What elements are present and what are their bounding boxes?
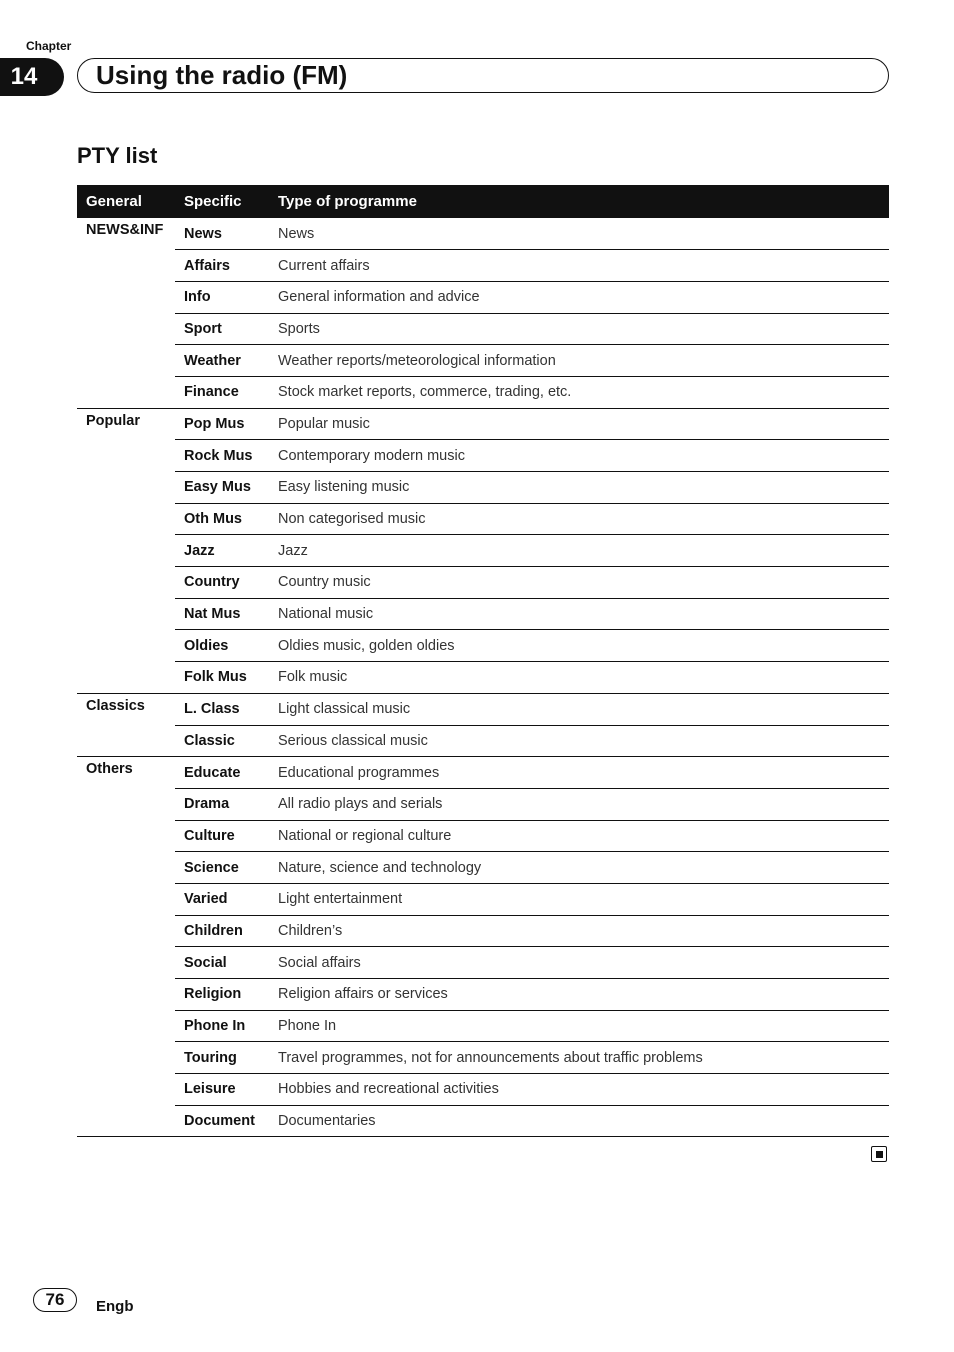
table-row <box>77 725 889 757</box>
programme-type-cell: Country music <box>269 567 889 599</box>
programme-type-cell: Children’s <box>269 915 889 947</box>
specific-type-cell: Religion <box>175 979 269 1011</box>
programme-type-cell: Stock market reports, commerce, trading, etc. <box>269 376 889 408</box>
programme-type-cell: Educational programmes <box>269 757 889 789</box>
specific-type-cell: Pop Mus <box>175 408 269 440</box>
programme-type-cell: Social affairs <box>269 947 889 979</box>
programme-type-cell: Serious classical music <box>269 725 889 757</box>
table-row <box>77 598 889 630</box>
programme-type-cell: Non categorised music <box>269 503 889 535</box>
programme-type-cell: General information and advice <box>269 281 889 313</box>
table-row <box>77 788 889 820</box>
table-row <box>77 218 889 250</box>
programme-type-cell: Popular music <box>269 408 889 440</box>
specific-type-cell: Folk Mus <box>175 662 269 694</box>
programme-type-cell: News <box>269 218 889 250</box>
programme-type-cell: Light entertainment <box>269 883 889 915</box>
specific-type-cell: News <box>175 218 269 250</box>
programme-type-cell: Current affairs <box>269 250 889 282</box>
programme-type-cell: Weather reports/meteorological information <box>269 345 889 377</box>
column-header-general: General <box>77 185 175 218</box>
specific-type-cell: Educate <box>175 757 269 789</box>
table-row <box>77 408 889 440</box>
pty-table <box>77 185 889 1137</box>
table-row <box>77 472 889 504</box>
specific-type-cell: Weather <box>175 345 269 377</box>
specific-type-cell: Oth Mus <box>175 503 269 535</box>
programme-type-cell: Nature, science and technology <box>269 852 889 884</box>
programme-type-cell: Contemporary modern music <box>269 440 889 472</box>
programme-type-cell: Religion affairs or services <box>269 979 889 1011</box>
specific-type-cell: Culture <box>175 820 269 852</box>
specific-type-cell: Easy Mus <box>175 472 269 504</box>
programme-type-cell: Light classical music <box>269 693 889 725</box>
general-category-cell: Others <box>77 757 175 1137</box>
table-row <box>77 535 889 567</box>
table-header <box>77 185 889 218</box>
programme-type-cell: Travel programmes, not for announcements about traffic problems <box>269 1042 889 1074</box>
specific-type-cell: Classic <box>175 725 269 757</box>
table-row <box>77 662 889 694</box>
specific-type-cell: Finance <box>175 376 269 408</box>
programme-type-cell: Folk music <box>269 662 889 694</box>
column-header-type: Type of programme <box>269 185 889 218</box>
table-row <box>77 313 889 345</box>
table-row <box>77 915 889 947</box>
section-title: PTY list <box>77 143 158 168</box>
table-row <box>77 503 889 535</box>
programme-type-cell: Easy listening music <box>269 472 889 504</box>
general-category-cell: Popular <box>77 408 175 693</box>
specific-type-cell: Sport <box>175 313 269 345</box>
specific-type-cell: Science <box>175 852 269 884</box>
programme-type-cell: Documentaries <box>269 1105 889 1137</box>
specific-type-cell: Social <box>175 947 269 979</box>
table-row <box>77 757 889 789</box>
chapter-label: Chapter <box>26 39 72 53</box>
table-row <box>77 345 889 377</box>
specific-type-cell: Leisure <box>175 1074 269 1106</box>
specific-type-cell: Oldies <box>175 630 269 662</box>
programme-type-cell: Oldies music, golden oldies <box>269 630 889 662</box>
general-category-cell: NEWS&INF <box>77 218 175 408</box>
table-row <box>77 567 889 599</box>
table-row <box>77 947 889 979</box>
programme-type-cell: All radio plays and serials <box>269 788 889 820</box>
table-row <box>77 693 889 725</box>
chapter-title: Using the radio (FM) <box>77 58 889 93</box>
specific-type-cell: Affairs <box>175 250 269 282</box>
table-body <box>77 218 889 1137</box>
specific-type-cell: Nat Mus <box>175 598 269 630</box>
programme-type-cell: National music <box>269 598 889 630</box>
table-row <box>77 852 889 884</box>
programme-type-cell: National or regional culture <box>269 820 889 852</box>
programme-type-cell: Phone In <box>269 1010 889 1042</box>
specific-type-cell: Children <box>175 915 269 947</box>
table-row <box>77 1010 889 1042</box>
table-row <box>77 883 889 915</box>
specific-type-cell: Varied <box>175 883 269 915</box>
specific-type-cell: L. Class <box>175 693 269 725</box>
general-category-cell: Classics <box>77 693 175 756</box>
specific-type-cell: Info <box>175 281 269 313</box>
specific-type-cell: Country <box>175 567 269 599</box>
table-row <box>77 1074 889 1106</box>
table-row <box>77 440 889 472</box>
table-row <box>77 250 889 282</box>
specific-type-cell: Jazz <box>175 535 269 567</box>
table-row <box>77 630 889 662</box>
specific-type-cell: Phone In <box>175 1010 269 1042</box>
programme-type-cell: Sports <box>269 313 889 345</box>
table-row <box>77 1042 889 1074</box>
programme-type-cell: Hobbies and recreational activities <box>269 1074 889 1106</box>
table-row <box>77 820 889 852</box>
column-header-specific: Specific <box>175 185 269 218</box>
language-code: Engb <box>96 1298 134 1315</box>
table-row <box>77 979 889 1011</box>
programme-type-cell: Jazz <box>269 535 889 567</box>
table-row <box>77 281 889 313</box>
specific-type-cell: Rock Mus <box>175 440 269 472</box>
page-number: 76 <box>33 1288 77 1312</box>
table-row <box>77 376 889 408</box>
specific-type-cell: Document <box>175 1105 269 1137</box>
chapter-number-tab: 14 <box>0 58 64 96</box>
specific-type-cell: Touring <box>175 1042 269 1074</box>
section-end-icon <box>871 1146 887 1162</box>
table-row <box>77 1105 889 1137</box>
specific-type-cell: Drama <box>175 788 269 820</box>
